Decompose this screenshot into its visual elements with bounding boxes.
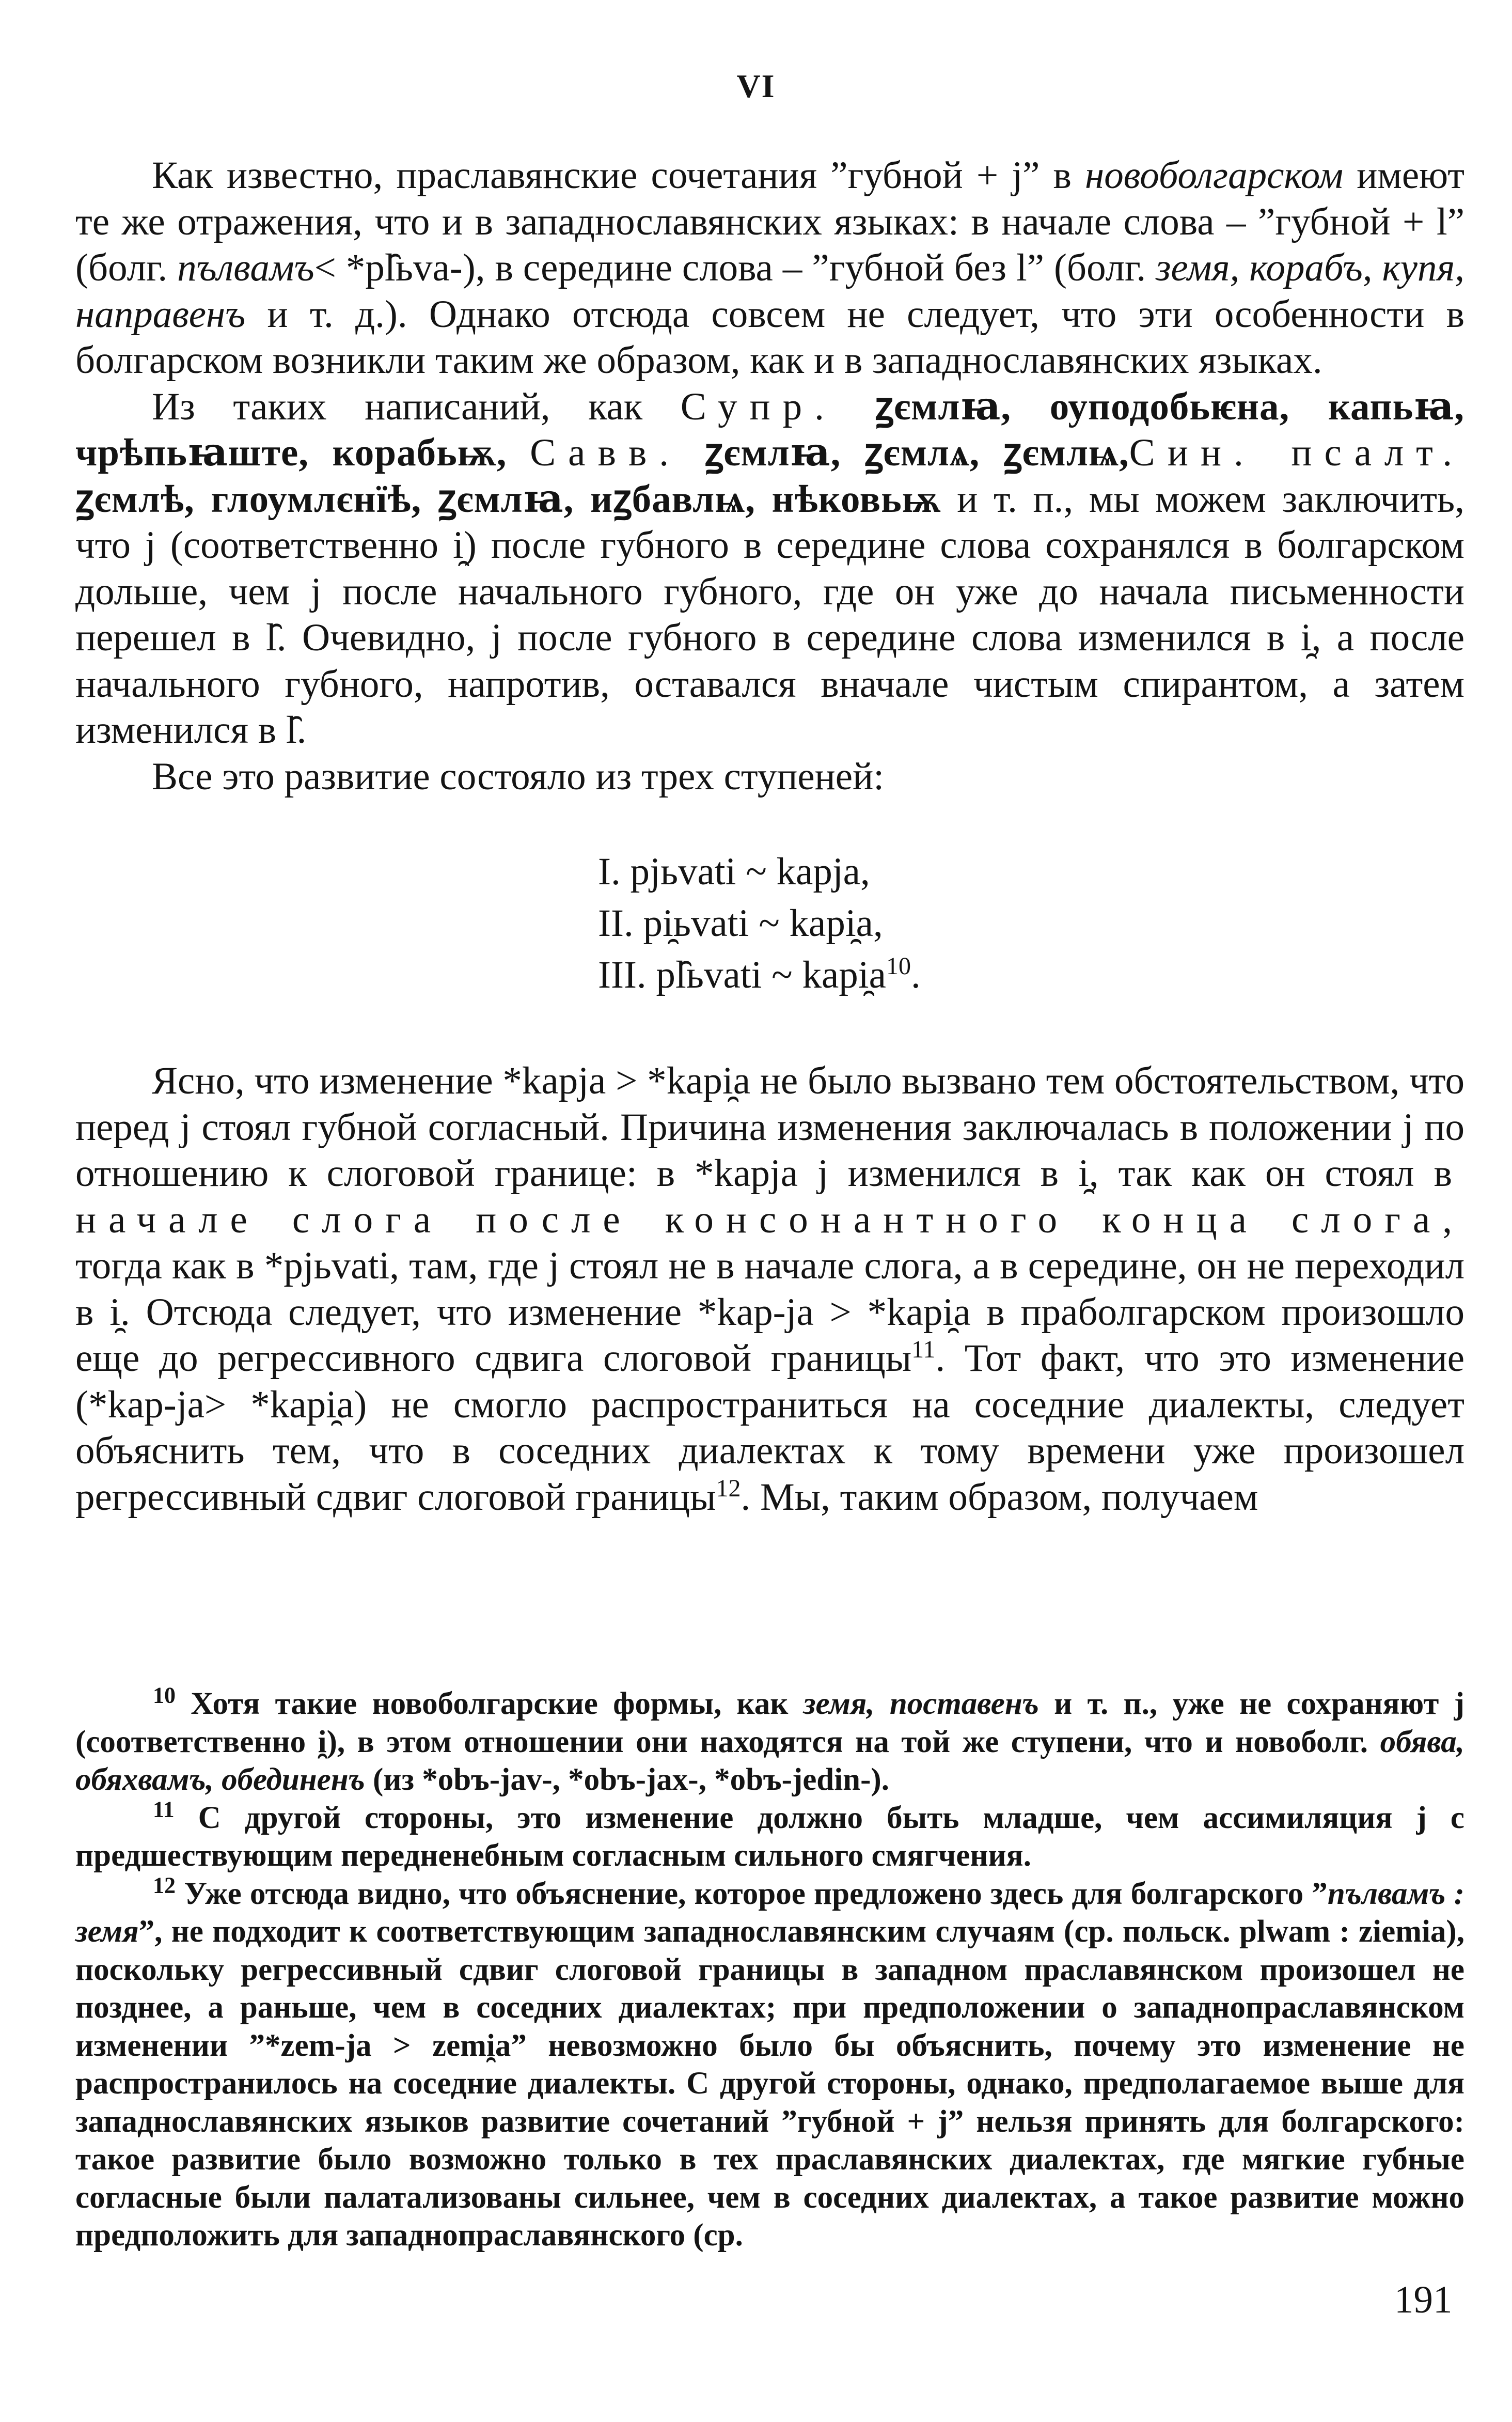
footnote-10: $^{10}$ Хотя такие новоболгарские формы, как земя, поставенъ и т. п., уже не сохраняют j (соответственно i̯), в этом отношении они находятся на той же ступени, что и новоболг. обява, обяхвамъ, обединенъ (из *obъ-jav-, *obъ-jax-, *obъ-jedin-). bbox=[75, 1682, 1464, 1797]
stage-1: I. pjьvati ~ kapja, bbox=[598, 850, 870, 893]
footnote-ref: 10 bbox=[886, 952, 911, 980]
paragraph-2: Из таких написаний, как Супр. ꙁємлꙗ, оуподобьѥна, капьꙗ, чрѣпьꙗште, корабьѭ, Савв. ꙁємлꙗ, ꙁємлѧ, ꙁємлѩ,Син. псалт. ꙁємлѣ, глоумлєнїѣ, ꙁємлꙗ, иꙁбавлѩ, нѣковьѭ и т. п., мы можем заключить, что j (соответственно i̯) после губного в середине слова сохранялся в болгарском дольше, чем j после начального губного, где он уже до начала письменности перешел в l̑. Очевидно, j после губного в середине слова изменился в i̯, а после начального губного, напротив, оставался вначале чистым спирантом, а затем изменился в l̑. bbox=[75, 385, 1465, 752]
paragraph-1: Как известно, праславянские сочетания ”губной + j” в новоболгарском имеют те же отражения, что и в западнославянских языках: в начале слова – ”губной + l” (болг. пълвамъ< *pl̑ьva-), в середине слова – ”губной без l” (болг. земя, корабъ, купя, направенъ и т. д.). Однако отсюда совсем не следует, что эти особенности в болгарском возникли таким же образом, как и в западнославянских языках. bbox=[75, 154, 1465, 382]
church-slavonic-forms: ꙁємлꙗ, ꙁємлѧ, ꙁємлѩ, bbox=[681, 431, 1129, 474]
paragraph-4: Ясно, что изменение *kapja > *kapi̯a не было вызвано тем обстоятельством, что перед j стоял губной согласный. Причина изменения заключалась в положении j по отношению к слоговой границе: в *kapja j изменился в i̯, так как он стоял в начале слога после консонантного конца слога, тогда как в *pjьvati, там, где j стоял не в начале слога, а в середине, он не переходил в i̯. Отсюда следует, что изменение *kap-ja > *kapi̯a в праболгарском произошло еще до регрессивного сдвига слоговой границы$^{11}$. Тот факт, что это изменение (*kap-ja> *kapi̯a) не смогло распространиться на соседние диалекты, следует объяснить тем, что в соседних диалектах к тому времени уже произошел регрессивный сдвиг слоговой границы$^{12}$. Мы, таким образом, получаем bbox=[75, 1059, 1464, 1519]
page-number: 191 bbox=[1394, 2278, 1453, 2321]
section-heading: VI bbox=[736, 68, 776, 104]
stage-3: III. pl̑ьvati ~ $kapi̯a^{10}$. bbox=[598, 952, 921, 996]
footnote-ref: 12 bbox=[716, 1474, 741, 1502]
footnote-ref: 11 bbox=[911, 1336, 936, 1363]
church-slavonic-forms: ꙁємлѣ, глоумлєнїѣ, ꙁємлꙗ, иꙁбавлѩ, нѣковьѭ bbox=[75, 477, 941, 521]
source-abbrev: Савв. bbox=[530, 431, 682, 474]
spaced-emphasis: в начале слога после консонантного конца слога, bbox=[75, 1152, 1464, 1241]
footnotes bbox=[75, 1682, 1464, 2255]
paragraph-3: Все это развитие состояло из трех ступеней: bbox=[152, 755, 885, 798]
source-abbrev: Супр. bbox=[680, 385, 837, 428]
source-abbrev: Син. псалт. bbox=[1129, 431, 1465, 474]
footnote-12: $^{12}$ Уже отсюда видно, что объяснение, которое предложено здесь для болгарского ”пълвамъ : земя”, не подходит к соответствующим западнославянским случаям (ср. польск. plwam : ziemia), поскольку регрессивный сдвиг слоговой границы в западном праславянском произошел не позднее, а раньше, чем в соседних диалектах; при предположении о западнопраславянском изменении ”*zem-ja > zemi̯a” невозможно было бы объяснить, почему это изменение не распространилось на соседние диалекты. С другой стороны, однако, предполагаемое выше для западнославянских языков развитие сочетаний ”губной + j” нельзя принять для болгарского: такое развитие было возможно только в тех праславянских диалектах, где мягкие губные согласные были палатализованы сильнее, чем в соседних диалектах, а такое развитие можно предположить для западнопраславянского (ср. bbox=[75, 1872, 1464, 2253]
church-slavonic-forms: ꙁємлꙗ, оуподобьѥна, капьꙗ, чрѣпьꙗште, корабьѭ, bbox=[75, 385, 1464, 474]
footnote-11: $^{11}$ С другой стороны, это изменение должно быть младше, чем ассимиляция j с предшествующим передненебным согласным сильного смягчения. bbox=[75, 1796, 1464, 1873]
stages-list bbox=[598, 846, 1464, 1001]
stage-2: II. pi̯ьvati ~ kapi̯a, bbox=[598, 902, 883, 945]
main-text bbox=[75, 152, 1464, 1520]
